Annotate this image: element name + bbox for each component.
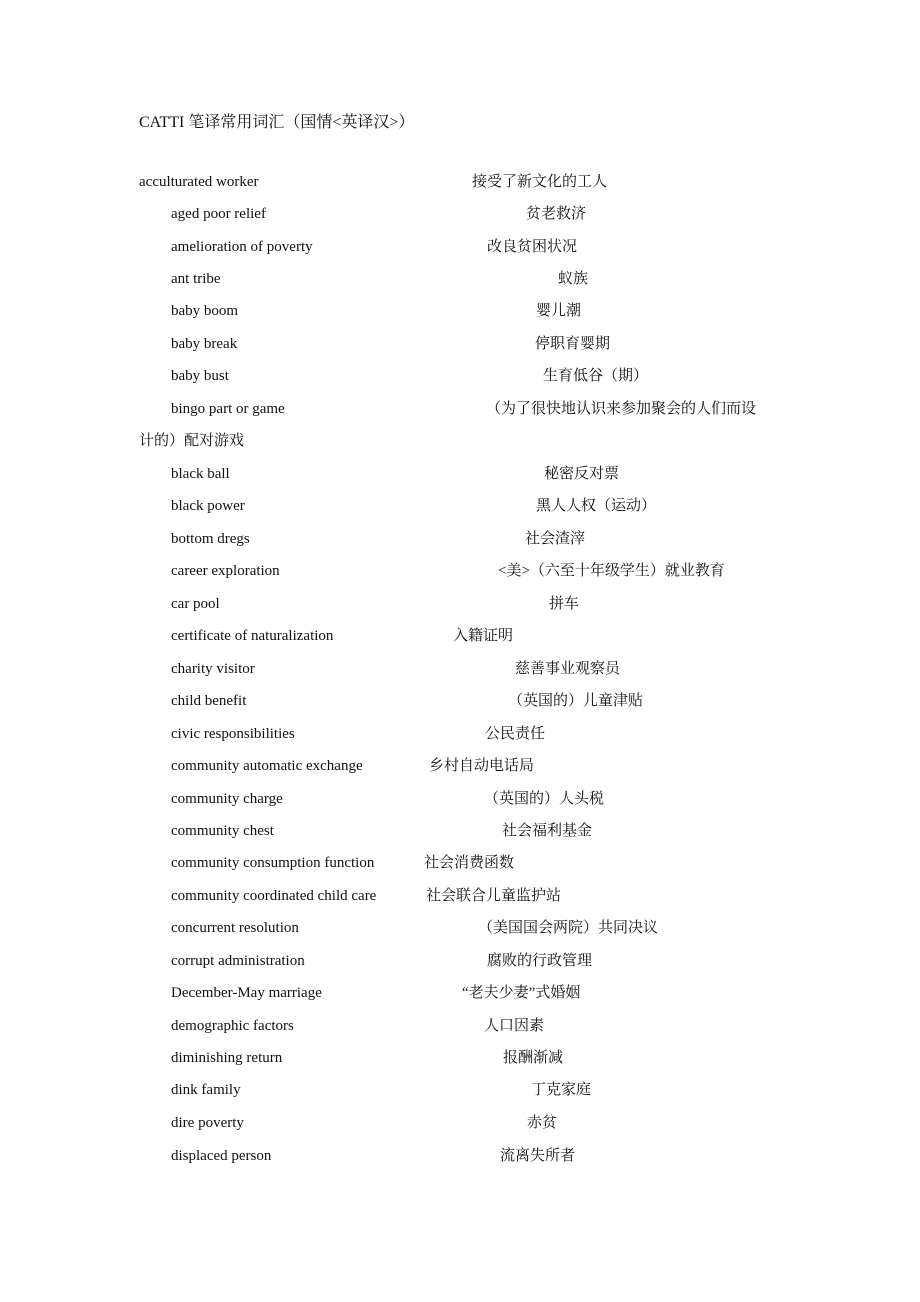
term-chinese: 生育低谷（期） xyxy=(543,368,649,384)
term-chinese: 秘密反对票 xyxy=(544,466,620,482)
term-chinese: 社会福利基金 xyxy=(502,823,593,839)
term-english: ant tribe xyxy=(171,271,221,287)
term-chinese: <美>（六至十年级学生）就业教育 xyxy=(498,563,725,579)
term-english: dink family xyxy=(171,1082,241,1098)
term-english: charity visitor xyxy=(171,661,255,677)
term-english: aged poor relief xyxy=(171,206,266,222)
term-english: career exploration xyxy=(171,563,280,579)
term-chinese: 黑人人权（运动） xyxy=(536,498,657,514)
term-chinese: 报酬渐减 xyxy=(503,1050,564,1066)
term-chinese: 公民责任 xyxy=(485,726,546,742)
term-chinese-continuation: 计的）配对游戏 xyxy=(139,433,245,449)
term-english: amelioration of poverty xyxy=(171,239,313,255)
term-english: child benefit xyxy=(171,693,247,709)
term-english: certificate of naturalization xyxy=(171,628,334,644)
term-chinese: 婴儿潮 xyxy=(536,303,582,319)
term-english: community chest xyxy=(171,823,274,839)
term-english: civic responsibilities xyxy=(171,726,295,742)
term-english: acculturated worker xyxy=(139,174,259,190)
term-chinese: 拼车 xyxy=(549,596,580,612)
term-english: diminishing return xyxy=(171,1050,283,1066)
term-chinese: 社会联合儿童监护站 xyxy=(426,888,562,904)
term-chinese: 停职育婴期 xyxy=(535,336,611,352)
term-chinese: 丁克家庭 xyxy=(531,1082,592,1098)
term-chinese: （英国的）人头税 xyxy=(484,791,605,807)
term-english: dire poverty xyxy=(171,1115,244,1131)
term-chinese: 乡村自动电话局 xyxy=(429,758,535,774)
term-chinese: 接受了新文化的工人 xyxy=(472,174,608,190)
term-chinese: 入籍证明 xyxy=(453,628,514,644)
term-english: community coordinated child care xyxy=(171,888,377,904)
term-english: corrupt administration xyxy=(171,953,305,969)
term-english: demographic factors xyxy=(171,1018,294,1034)
term-english: community charge xyxy=(171,791,283,807)
term-english: car pool xyxy=(171,596,220,612)
term-english: bottom dregs xyxy=(171,531,250,547)
term-english: bingo part or game xyxy=(171,401,285,417)
term-chinese: 人口因素 xyxy=(484,1018,545,1034)
term-english: community automatic exchange xyxy=(171,758,363,774)
term-chinese: （为了很快地认识来参加聚会的人们而设 xyxy=(486,401,757,417)
term-english: baby break xyxy=(171,336,238,352)
term-chinese: 改良贫困状况 xyxy=(487,239,578,255)
term-chinese: 蚁族 xyxy=(558,271,589,287)
term-english: baby bust xyxy=(171,368,229,384)
term-chinese: 贫老救济 xyxy=(526,206,587,222)
term-chinese: 慈善事业观察员 xyxy=(515,661,621,677)
term-chinese: 赤贫 xyxy=(527,1115,558,1131)
term-english: December-May marriage xyxy=(171,985,322,1001)
term-chinese: （美国国会两院）共同决议 xyxy=(478,920,659,936)
term-english: concurrent resolution xyxy=(171,920,299,936)
term-chinese: “老夫少妻”式婚姻 xyxy=(462,985,581,1001)
term-english: displaced person xyxy=(171,1148,272,1164)
term-english: black ball xyxy=(171,466,230,482)
term-english: community consumption function xyxy=(171,855,375,871)
term-chinese: 腐败的行政管理 xyxy=(487,953,593,969)
term-english: baby boom xyxy=(171,303,239,319)
term-chinese: 流离失所者 xyxy=(500,1148,576,1164)
term-chinese: （英国的）儿童津贴 xyxy=(508,693,644,709)
term-chinese: 社会渣滓 xyxy=(525,531,586,547)
page-title: CATTI 笔译常用词汇（国情<英译汉>） xyxy=(139,114,415,131)
term-english: black power xyxy=(171,498,245,514)
term-chinese: 社会消费函数 xyxy=(424,855,515,871)
